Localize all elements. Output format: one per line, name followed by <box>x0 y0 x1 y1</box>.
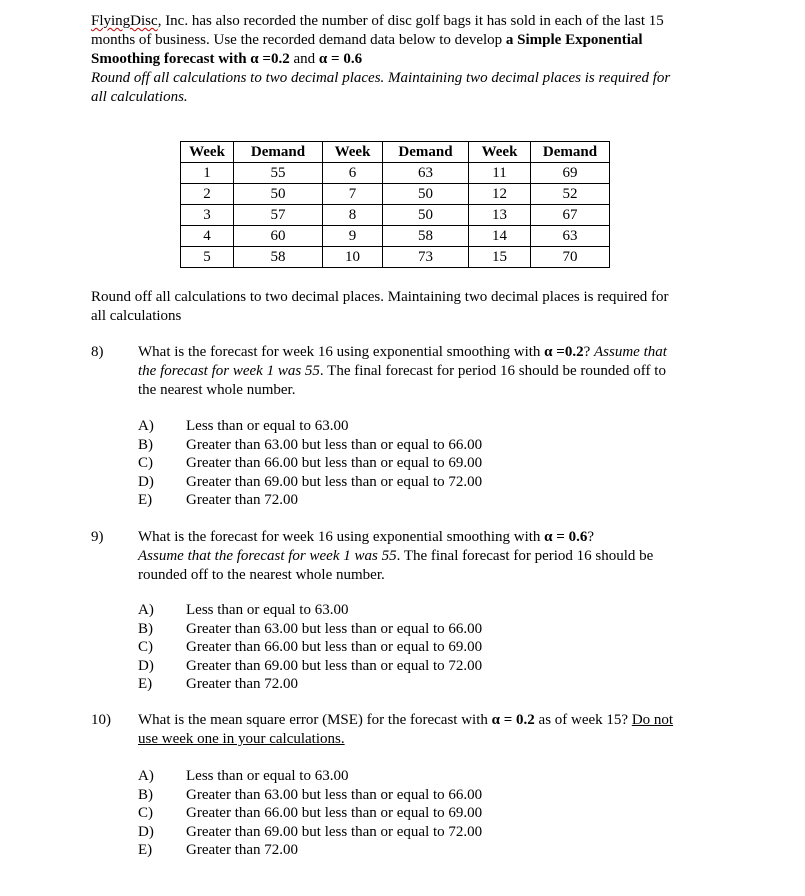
question-text: What is the forecast for week 16 using exponential smoothing with α = 0.6? Assume that the forecast for week 1 was 55. The final forecast for period 16 should be rounded off to the nearest whole number. <box>138 529 654 583</box>
column-header: Week <box>469 142 531 163</box>
option-d[interactable]: D) Greater than 69.00 but less than or equal to 72.00 <box>138 657 483 674</box>
table-cell: 50 <box>234 184 323 205</box>
option-a[interactable]: A) Less than or equal to 63.00 <box>138 602 349 618</box>
table-row <box>181 184 610 205</box>
table-cell: 60 <box>234 226 323 247</box>
column-header: Week <box>181 142 234 163</box>
column-header: Demand <box>383 142 469 163</box>
table-cell: 58 <box>383 226 469 247</box>
table-cell: 63 <box>383 163 469 184</box>
intro-line-1: FlyingDisc, Inc. has also recorded the number of disc golf bags it has sold in each of the last 15 <box>91 13 664 29</box>
question-number: 9) <box>91 529 104 545</box>
table-row <box>181 163 610 184</box>
table-cell: 8 <box>323 205 383 226</box>
option-c[interactable]: C) Greater than 66.00 but less than or equal to 69.00 <box>138 805 483 821</box>
intro-line-5: all calculations. <box>91 89 188 105</box>
option-c[interactable]: C) Greater than 66.00 but less than or equal to 69.00 <box>138 455 483 471</box>
intro-line-2: months of business. Use the recorded demand data below to develop a Simple Exponential <box>91 32 643 48</box>
option-c[interactable]: C) Greater than 66.00 but less than or equal to 69.00 <box>138 639 483 655</box>
option-e[interactable]: E) Greater than 72.00 <box>138 492 299 508</box>
option-b[interactable]: B) Greater than 63.00 but less than or equal to 66.00 <box>138 620 483 637</box>
intro-line-3: Smoothing forecast with α =0.2 and α = 0.6 <box>91 51 363 67</box>
table-cell: 13 <box>469 205 531 226</box>
table-cell: 15 <box>469 247 531 268</box>
table-cell: 70 <box>531 247 610 268</box>
table-cell: 9 <box>323 226 383 247</box>
question-text: What is the forecast for week 16 using exponential smoothing with α =0.2? Assume that the forecast for week 1 was 55. The final forecast for period 16 should be rounded off to the nearest whole number. <box>138 344 667 398</box>
table-row <box>181 226 610 247</box>
table-cell: 73 <box>383 247 469 268</box>
option-a[interactable]: A) Less than or equal to 63.00 <box>138 418 349 434</box>
table-cell: 63 <box>531 226 610 247</box>
column-header: Week <box>323 142 383 163</box>
table-cell: 5 <box>181 247 234 268</box>
intro-line-4: Round off all calculations to two decimal places. Maintaining two decimal places is required for <box>91 70 671 86</box>
option-e[interactable]: E) Greater than 72.00 <box>138 842 299 858</box>
rounding-note: Round off all calculations to two decimal places. Maintaining two decimal places is required for all calculations <box>91 289 669 324</box>
table-cell: 57 <box>234 205 323 226</box>
table-cell: 1 <box>181 163 234 184</box>
table-cell: 3 <box>181 205 234 226</box>
table-cell: 10 <box>323 247 383 268</box>
table-cell: 12 <box>469 184 531 205</box>
options-list <box>138 767 482 860</box>
options-list <box>138 601 482 694</box>
table-cell: 6 <box>323 163 383 184</box>
table-cell: 52 <box>531 184 610 205</box>
table-cell: 50 <box>383 205 469 226</box>
table-cell: 11 <box>469 163 531 184</box>
table-row <box>181 205 610 226</box>
options-list <box>138 417 482 510</box>
demand-table <box>180 141 610 268</box>
column-header: Demand <box>531 142 610 163</box>
table-row <box>181 247 610 268</box>
question-number: 10) <box>91 712 111 728</box>
table-cell: 50 <box>383 184 469 205</box>
table-cell: 55 <box>234 163 323 184</box>
table-cell: 58 <box>234 247 323 268</box>
option-a[interactable]: A) Less than or equal to 63.00 <box>138 768 349 784</box>
option-e[interactable]: E) Greater than 72.00 <box>138 676 299 692</box>
table-cell: 14 <box>469 226 531 247</box>
option-b[interactable]: B) Greater than 63.00 but less than or equal to 66.00 <box>138 436 483 453</box>
table-cell: 69 <box>531 163 610 184</box>
table-cell: 2 <box>181 184 234 205</box>
question-number: 8) <box>91 344 104 360</box>
table-header-row <box>181 142 610 163</box>
question-text: What is the mean square error (MSE) for the forecast with α = 0.2 as of week 15? Do not use week one in your calculations. <box>138 712 674 747</box>
column-header: Demand <box>234 142 323 163</box>
intro-paragraph <box>91 12 731 107</box>
table-cell: 7 <box>323 184 383 205</box>
company-name: FlyingDisc <box>91 13 158 29</box>
table-cell: 4 <box>181 226 234 247</box>
option-b[interactable]: B) Greater than 63.00 but less than or equal to 66.00 <box>138 786 483 803</box>
option-d[interactable]: D) Greater than 69.00 but less than or equal to 72.00 <box>138 823 483 840</box>
table-cell: 67 <box>531 205 610 226</box>
option-d[interactable]: D) Greater than 69.00 but less than or equal to 72.00 <box>138 473 483 490</box>
